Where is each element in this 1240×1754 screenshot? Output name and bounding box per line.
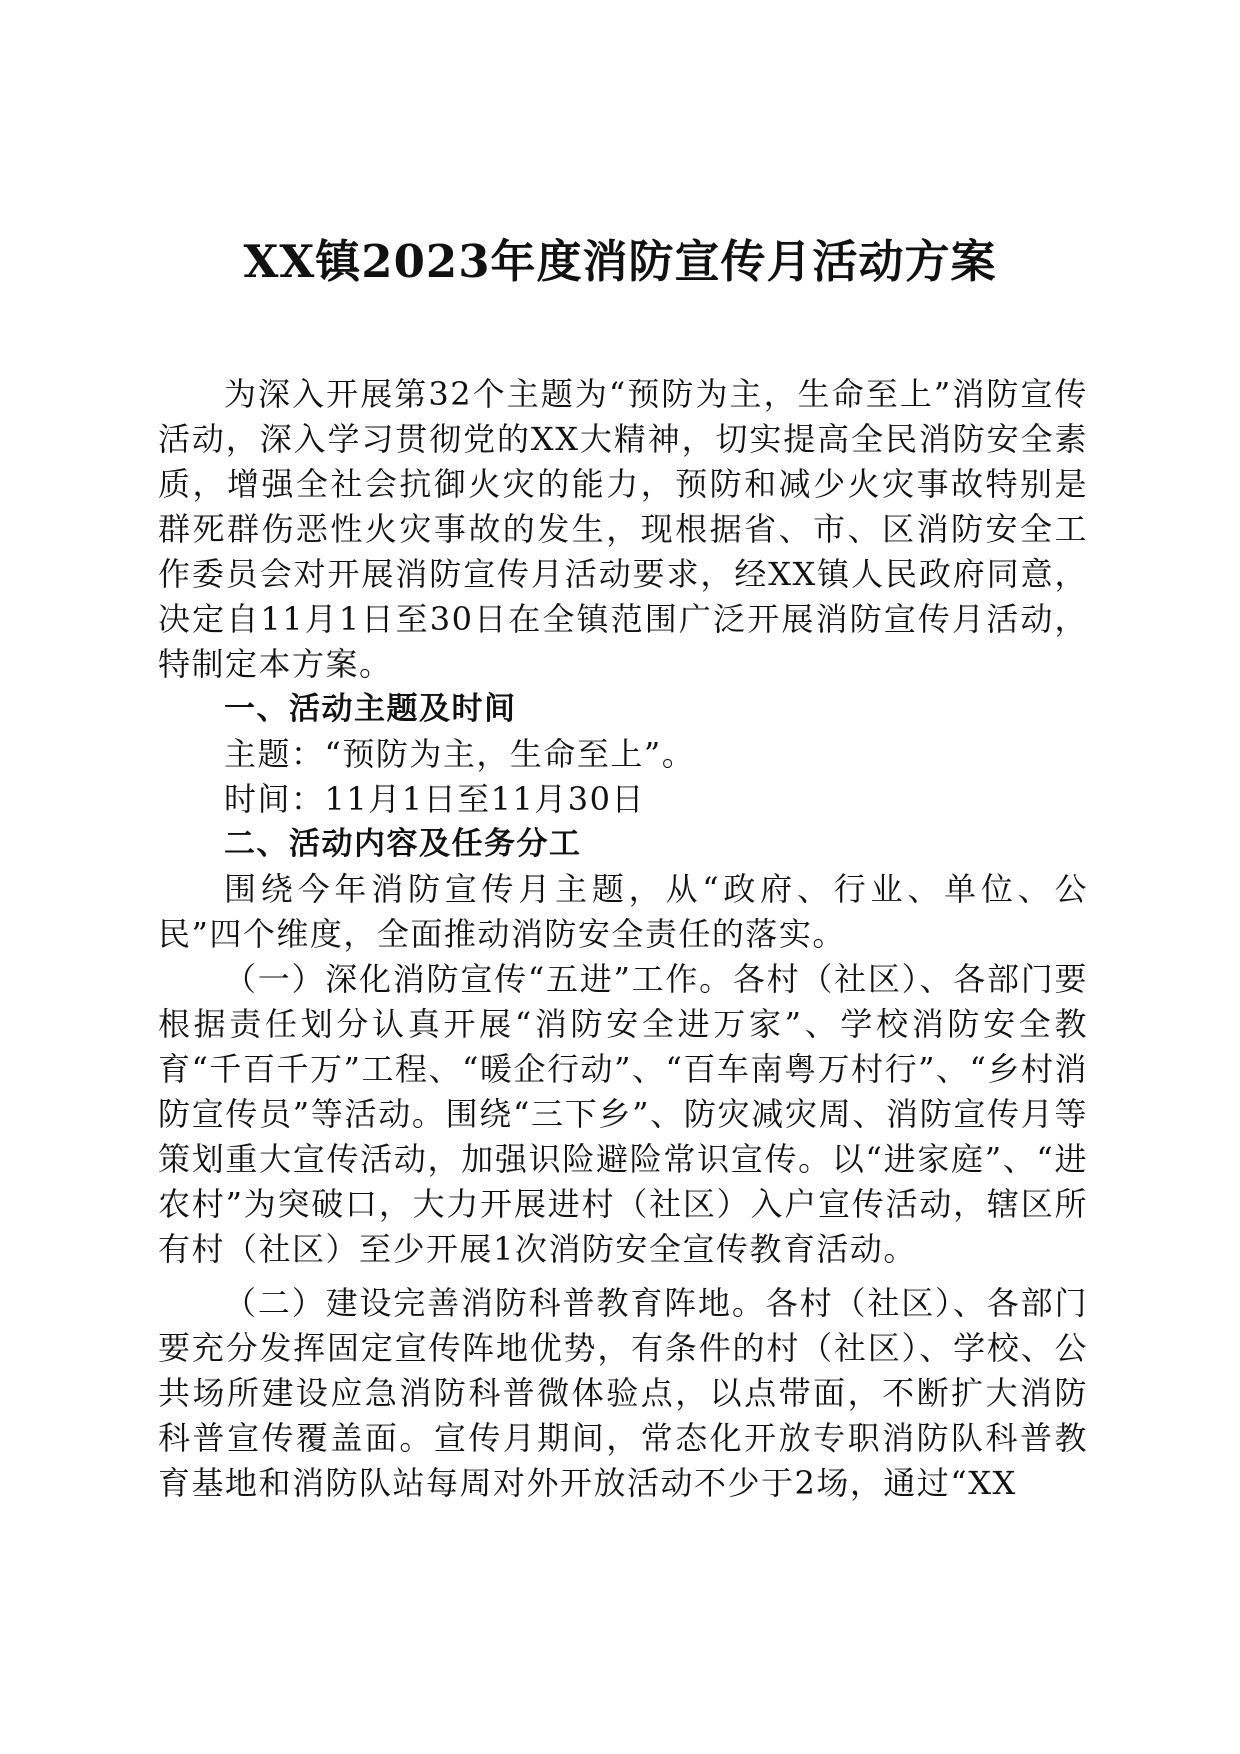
intro-paragraph: 为深入开展第32个主题为“预防为主，生命至上”消防宣传活动，深入学习贯彻党的XX大精神，切实提高全民消防安全素质，增强全社会抗御火灾的能力，预防和减少火灾事故特别是群死群伤恶性火灾事故的发生，现根据省、市、区消防安全工作委员会对开展消防宣传月活动要求，经XX镇人民政府同意，决定自11月1日至30日在全镇范围广泛开展消防宣传月活动，特制定本方案。 bbox=[158, 375, 1088, 683]
item-2-paragraph: （二）建设完善消防科普教育阵地。各村（社区）、各部门要充分发挥固定宣传阵地优势，有条件的村（社区）、学校、公共场所建设应急消防科普微体验点，以点带面，不断扩大消防科普宣传覆盖面。宣传月期间，常态化开放专职消防队科普教育基地和消防队站每周对外开放活动不少于2场，通过“XX bbox=[158, 1284, 1088, 1502]
theme-line: 主题：“预防为主，生命至上”。 bbox=[224, 735, 696, 773]
document-title: XX镇2023年度消防宣传月活动方案 bbox=[243, 235, 997, 288]
section-heading-1: 一、活动主题及时间 bbox=[224, 691, 517, 727]
time-line: 时间：11月1日至11月30日 bbox=[224, 780, 646, 818]
document-body bbox=[158, 372, 1088, 1506]
item-1-paragraph: （一）深化消防宣传“五进”工作。各村（社区）、各部门要根据责任划分认真开展“消防安全进万家”、学校消防安全教育“千百千万”工程、“暖企行动”、“百车南粤万村行”、“乡村消防宣传员”等活动。围绕“三下乡”、防灾减灾周、消防宣传月等策划重大宣传活动，加强识险避险常识宣传。以“进家庭”、“进农村”为突破口，大力开展进村（社区）入户宣传活动，辖区所有村（社区）至少开展1次消防安全宣传教育活动。 bbox=[158, 960, 1088, 1268]
content-intro-paragraph: 围绕今年消防宣传月主题，从“政府、行业、单位、公民”四个维度，全面推动消防安全责任的落实。 bbox=[158, 870, 1088, 953]
section-heading-2: 二、活动内容及任务分工 bbox=[224, 826, 582, 862]
